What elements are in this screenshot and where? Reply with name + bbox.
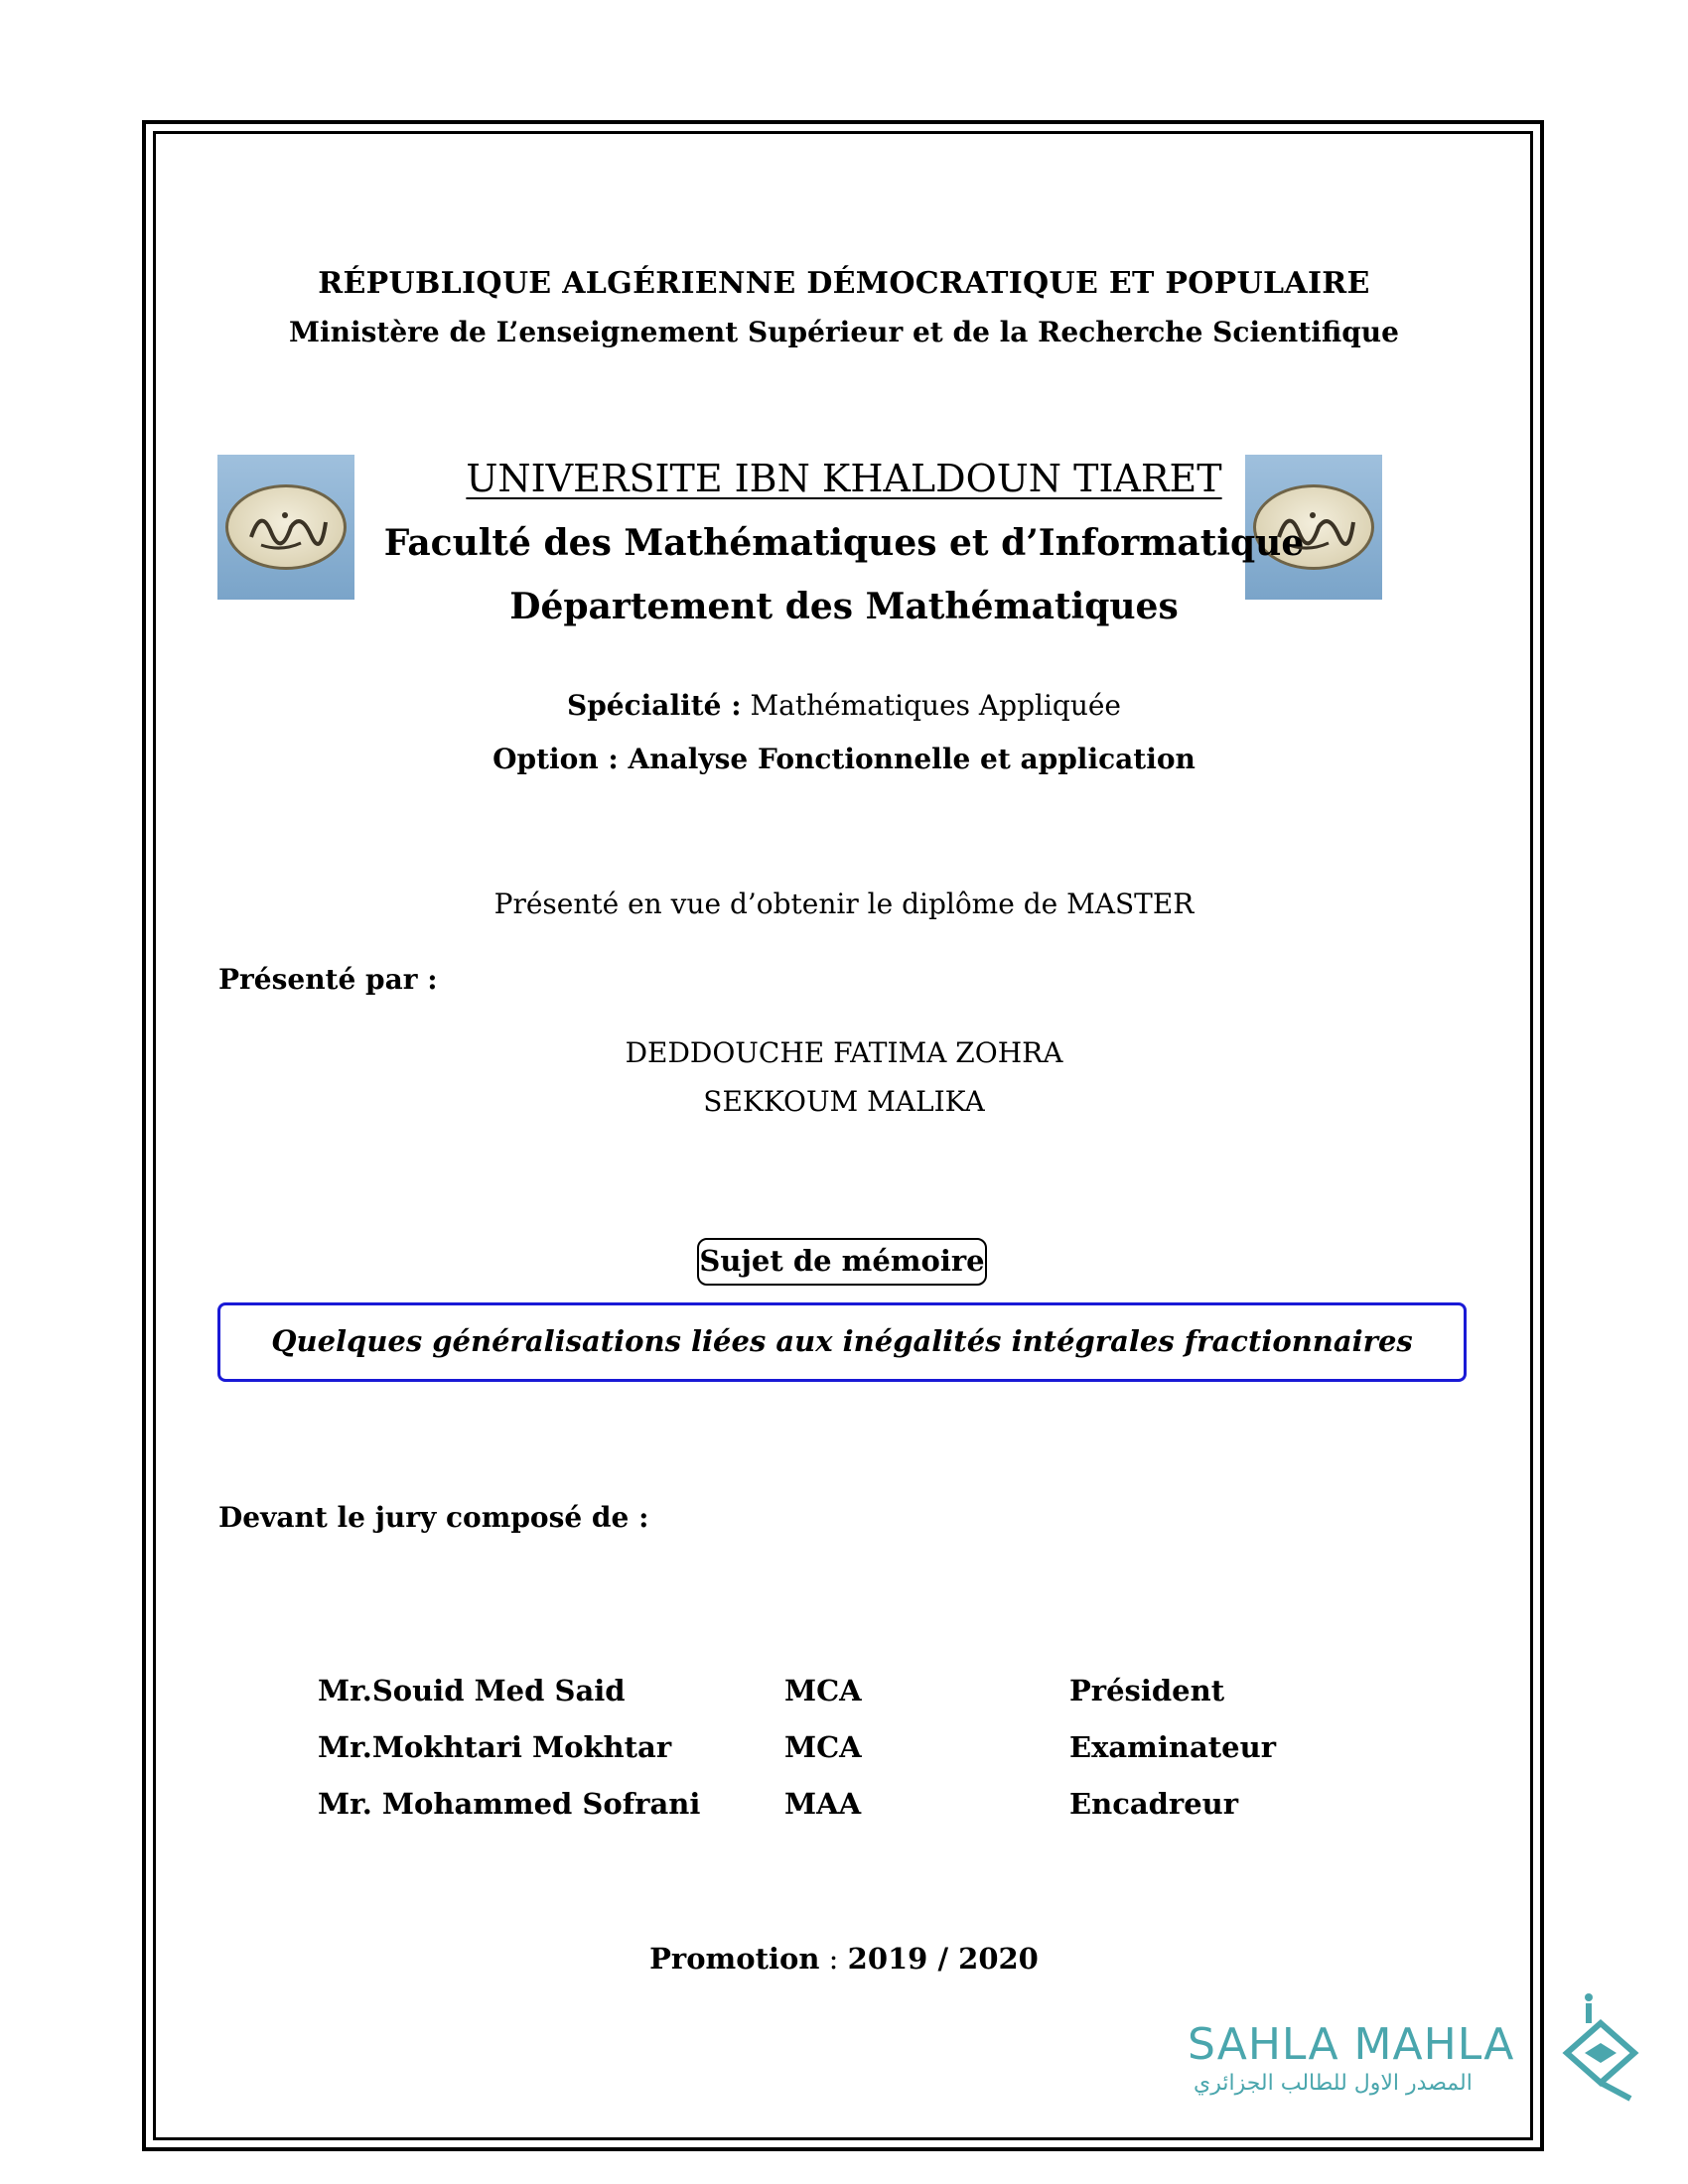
jury-member-name: Mr. Mohammed Sofrani: [318, 1787, 701, 1821]
option-line: Option : Analyse Fonctionnelle et application: [492, 743, 1196, 775]
jury-member-grade: MCA: [784, 1674, 862, 1707]
faculty-name: Faculté des Mathématiques et d’Informatique: [383, 522, 1305, 564]
diploma-purpose: Présenté en vue d’obtenir le diplôme de MASTER: [493, 887, 1195, 920]
jury-member-grade: MCA: [784, 1730, 862, 1764]
presented-by-label: Présenté par :: [218, 963, 438, 996]
sahla-mahla-watermark: [1188, 1989, 1644, 2107]
subject-label: Sujet de mémoire: [697, 1238, 987, 1286]
thesis-title: Quelques généralisations liées aux inégalités intégrales fractionnaires: [217, 1302, 1467, 1382]
page-border-inner: [153, 131, 1533, 2140]
jury-member-name: Mr.Souid Med Said: [318, 1674, 626, 1707]
jury-title: Devant le jury composé de :: [218, 1501, 649, 1534]
watermark-tagline: المصدر الاول للطالب الجزائري: [1194, 2071, 1473, 2096]
promotion-line: [0, 1942, 1688, 1976]
author-name: DEDDOUCHE FATIMA ZOHRA: [625, 1036, 1063, 1069]
jury-member-grade: MAA: [784, 1787, 862, 1821]
watermark-brand: SAHLA MAHLA: [1188, 2019, 1515, 2070]
jury-member-role: Président: [1069, 1674, 1225, 1707]
speciality-label: Spécialité :: [567, 689, 742, 722]
mosque-logo-icon: [1561, 1989, 1640, 2107]
jury-member-name: Mr.Mokhtari Mokhtar: [318, 1730, 672, 1764]
speciality-line: [0, 689, 1688, 722]
department-name: Département des Mathématiques: [509, 586, 1179, 627]
republic-heading: RÉPUBLIQUE ALGÉRIENNE DÉMOCRATIQUE ET POPULAIRE: [318, 266, 1370, 301]
promotion-separator: :: [819, 1942, 848, 1976]
jury-member-role: Examinateur: [1069, 1730, 1276, 1764]
ministry-heading: Ministère de L’enseignement Supérieur et de la Recherche Scientifique: [289, 316, 1399, 348]
promotion-label: Promotion: [649, 1942, 820, 1976]
promotion-years: 2019 / 2020: [847, 1942, 1039, 1976]
author-name: SEKKOUM MALIKA: [703, 1085, 985, 1118]
speciality-value: Mathématiques Appliquée: [750, 689, 1121, 722]
university-name: UNIVERSITE IBN KHALDOUN TIARET: [466, 457, 1222, 500]
jury-member-role: Encadreur: [1069, 1787, 1239, 1821]
